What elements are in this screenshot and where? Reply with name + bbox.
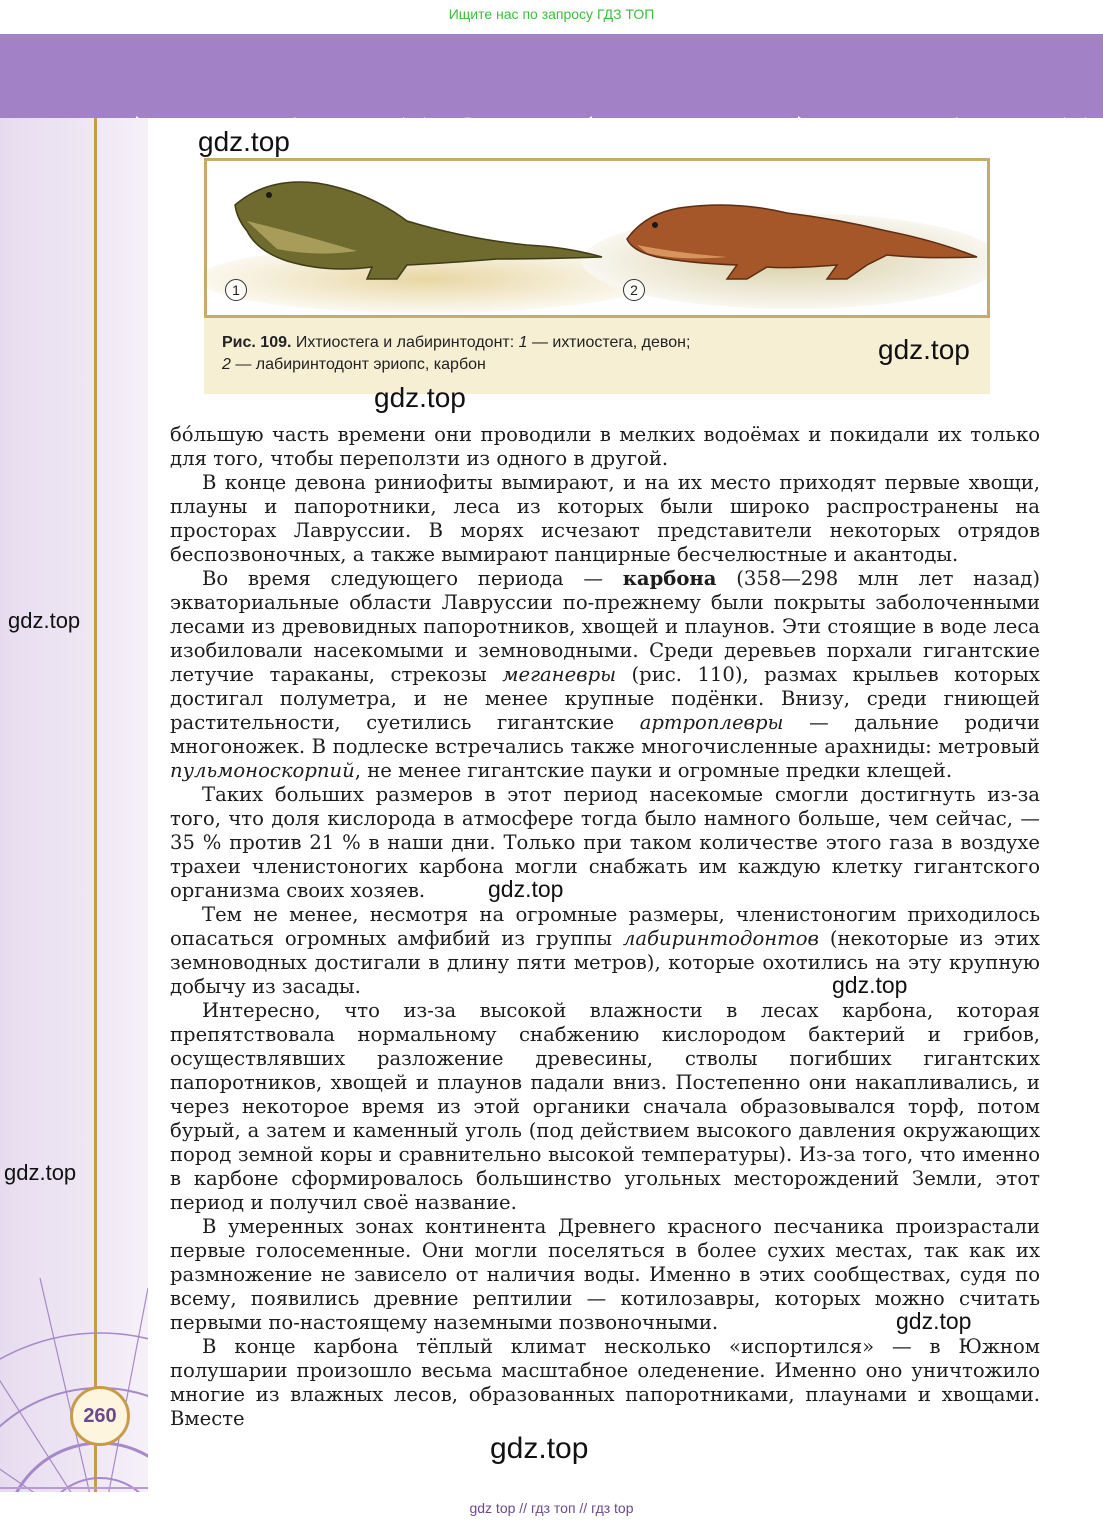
paragraph: В конце карбона тёплый климат несколько «испортился» — в Южном полушарии произошло весьма масштабное оледенение. Именно оно уничтожило многие из влажных лесов, образованных папоротниками, плаунами и хвощами. Вместе	[170, 1335, 1040, 1430]
figure-109-image	[204, 158, 990, 318]
term-italic: лабиринтодонтов	[622, 927, 819, 950]
watermark: gdz.top	[878, 334, 970, 365]
text-run: — дальние родичи многоножек. В подлеске встречались также многочисленные арахниды: метровый	[170, 711, 1040, 758]
text-run: , не менее гигантские пауки и огромные предки клещей.	[354, 759, 953, 782]
paragraph: Таких больших размеров в этот период насекомые смогли достигнуть из-за того, что доля кислорода в атмосфере тогда было намного больше, чем сейчас, — 35 % против 21 % в наши дни. Только при таком количестве этого газа в воздухе трахеи членистоногих карбона могли снабжать им каждую клетку гигантского организма своих хозяев.	[170, 783, 1040, 902]
paragraph: В конце девона риниофиты вымирают, и на их место приходят первые хвощи, плауны и папоротники, леса из которых были широко распространены на просторах Лавруссии. В морях исчезают представители некоторых отрядов беспозвоночных, а также вымирают панцирные бесчелюстные и акантоды.	[170, 471, 1040, 566]
text-run: Тем не менее, несмотря на огромные размеры, членистоногим приходилось опасаться огромных амфибий из группы	[170, 903, 1040, 950]
watermark: gdz.top	[4, 1160, 77, 1185]
term-italic: меганевры	[502, 663, 617, 686]
paragraph	[170, 567, 1040, 783]
caption-bold: Рис. 109.	[222, 334, 292, 351]
watermark: gdz.top	[490, 1432, 589, 1465]
caption-num: 1	[518, 334, 528, 351]
footer-note: gdz top // гдз топ // гдз top	[469, 1500, 634, 1516]
figure-caption	[204, 318, 990, 394]
watermark: gdz.top	[374, 382, 466, 413]
spiral-ornament	[0, 1198, 148, 1492]
text-run: (358—298 млн лет назад) экваториальные области Лавруссии по-прежнему были покрыты заболоченными лесами из древовидных папоротников, хвощей и плаунов. Эти стоящие в воде леса изобиловали насекомыми и земноводными. Среди деревьев порхали гигантские летучие тараканы, стрекозы	[170, 567, 1040, 686]
watermark: gdz.top	[832, 972, 908, 998]
figure-label-1: 1	[225, 279, 247, 301]
caption-text: — лабиринтодонт эриопс, карбон	[230, 356, 486, 373]
term-bold: карбона	[622, 567, 717, 590]
caption-num: 2	[222, 356, 231, 373]
body-text	[170, 423, 1040, 1431]
header-banner	[0, 34, 1103, 118]
term-italic: артроплевры	[639, 711, 784, 734]
page-number: 260	[70, 1386, 130, 1446]
paragraph: Интересно, что из-за высокой влажности в лесах карбона, которая препятствовала нормальному снабжению кислородом бактерий и грибов, осуществлявших разложение древесины, стволы погибших гигантских папоротников, хвощей и плаунов падали вниз. Постепенно они накапливались, и через некоторое время из этой органики сначала образовывался торф, потом бурый, а затем и каменный уголь (под действием высокого давления окружающих пород земной коры и сравнительно высокой температуры). Из-за того, что именно в карбоне сформировалось большинство угольных месторождений Земли, этот период и получил своё название.	[170, 999, 1040, 1214]
paragraph: В умеренных зонах континента Древнего красного песчаника произрастали первые голосеменные. Они могли поселяться в более сухих местах, так как их размножение не зависело от наличия воды. Именно в этих сообществах, судя по всему, появились древние рептилии — котилозавры, которых можно считать первыми по-настоящему наземными позвоночными.	[170, 1215, 1040, 1334]
text-run: Во время следующего периода —	[202, 567, 623, 590]
animals-illustration	[207, 161, 987, 315]
watermark: gdz.top	[198, 126, 290, 157]
caption-text: — ихтиостега, девон;	[527, 334, 691, 351]
watermark: gdz.top	[488, 876, 564, 902]
top-search-note: Ищите нас по запросу ГДЗ ТОП	[448, 6, 655, 22]
caption-text: Ихтиостега и лабиринтодонт:	[291, 334, 519, 351]
term-italic: пульмоноскорпий	[170, 759, 355, 782]
left-margin-decoration	[0, 118, 148, 1492]
figure-label-2: 2	[623, 279, 645, 301]
text-run: (рис. 110), размах крыльев которых достигал полуметра, и не менее крупные подёнки. Внизу, среди гниющей растительности, суетились гигантские	[170, 663, 1040, 734]
watermark: gdz.top	[8, 608, 81, 633]
paragraph: бóльшую часть времени они проводили в мелких водоёмах и покидали их только для того, чтобы переползти из одного в другой.	[170, 423, 1040, 470]
paragraph	[170, 903, 1040, 999]
butterfly-icon	[1058, 114, 1092, 136]
text-run: (некоторые из этих земноводных достигали в длину пяти метров), которые охотились на эту крупную добычу из засады.	[170, 927, 1040, 998]
watermark: gdz.top	[896, 1308, 972, 1334]
